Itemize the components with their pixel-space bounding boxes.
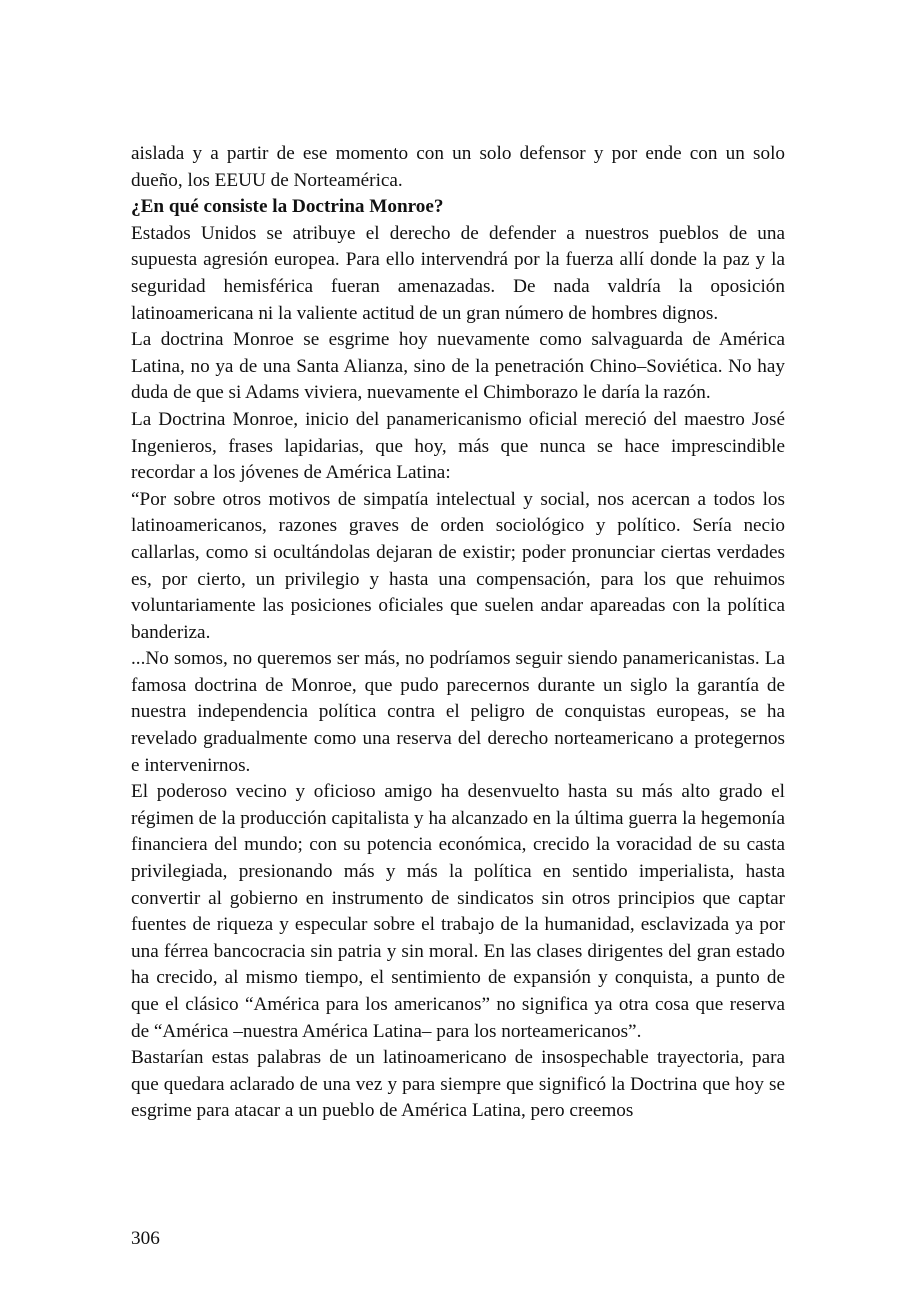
paragraph-continuation: aislada y a partir de ese momento con un solo defensor y por ende con un solo dueño, los EEUU de Norteamérica.	[131, 143, 785, 191]
paragraph-ingenieros-intro: La Doctrina Monroe, inicio del panamericanismo oficial mereció del maestro José Ingenieros, frases lapidarias, que hoy, más que nunca se hace imprescindible recordar a los jóvenes de América Latina:	[131, 408, 785, 484]
quote-paragraph-2: ...No somos, no queremos ser más, no podríamos seguir siendo panamericanistas. La famosa doctrina de Monroe, que pudo parecernos durante un siglo la garantía de nuestra independencia política contra el peligro de conquistas europeas, se ha revelado gradualmente como una reserva del derecho norteamericano a protegernos e intervenirnos.	[131, 648, 785, 776]
paragraph-safeguard: La doctrina Monroe se esgrime hoy nuevamente como salvaguarda de América Latina, no ya de una Santa Alianza, sino de la penetración Chino–Soviética. No hay duda de que si Adams viviera, nuevamente el Chimborazo le daría la razón.	[131, 329, 785, 404]
paragraph-intervention: Estados Unidos se atribuye el derecho de defender a nuestros pueblos de una supuesta agresión europea. Para ello intervendrá por la fuerza allí donde la paz y la seguridad hemisférica fueran amenazadas. De nada valdría la oposición latinoamericana ni la valiente actitud de un gran número de hombres dignos.	[131, 222, 785, 324]
section-heading: ¿En qué consiste la Doctrina Monroe?	[131, 196, 444, 218]
page-number: 306	[131, 1228, 160, 1249]
page-body	[131, 141, 785, 1125]
quote-paragraph-3: El poderoso vecino y oficioso amigo ha desenvuelto hasta su más alto grado el régimen de la producción capitalista y ha alcanzado en la última guerra la hegemonía financiera del mundo; con su potencia económica, crecido la voracidad de su casta privilegiada, presionando más y más la política en sentido imperialista, hasta convertir al gobierno en instrumento de sindicatos sin otros principios que captar fuentes de riqueza y especular sobre el trabajo de la humanidad, esclavizada ya por una férrea bancocracia sin patria y sin moral. En las clases dirigentes del gran estado ha crecido, al mismo tiempo, el sentimiento de expansión y conquista, a punto de que el clásico “América para los americanos” no significa ya otra cosa que reserva de “América –nuestra América Latina– para los norteamericanos”.	[131, 781, 785, 1042]
paragraph-conclusion: Bastarían estas palabras de un latinoamericano de insospechable trayectoria, para que quedara aclarado de una vez y para siempre que significó la Doctrina que hoy se esgrime para atacar a un pueblo de América Latina, pero creemos	[131, 1047, 785, 1122]
quote-paragraph-1: “Por sobre otros motivos de simpatía intelectual y social, nos acercan a todos los latinoamericanos, razones graves de orden sociológico y político. Sería necio callarlas, como si ocultándolas dejaran de existir; poder pronunciar ciertas verdades es, por cierto, un privilegio y hasta una compensación, para los que rehuimos voluntariamente las posiciones oficiales que suelen andar apareadas con la política banderiza.	[131, 488, 785, 643]
